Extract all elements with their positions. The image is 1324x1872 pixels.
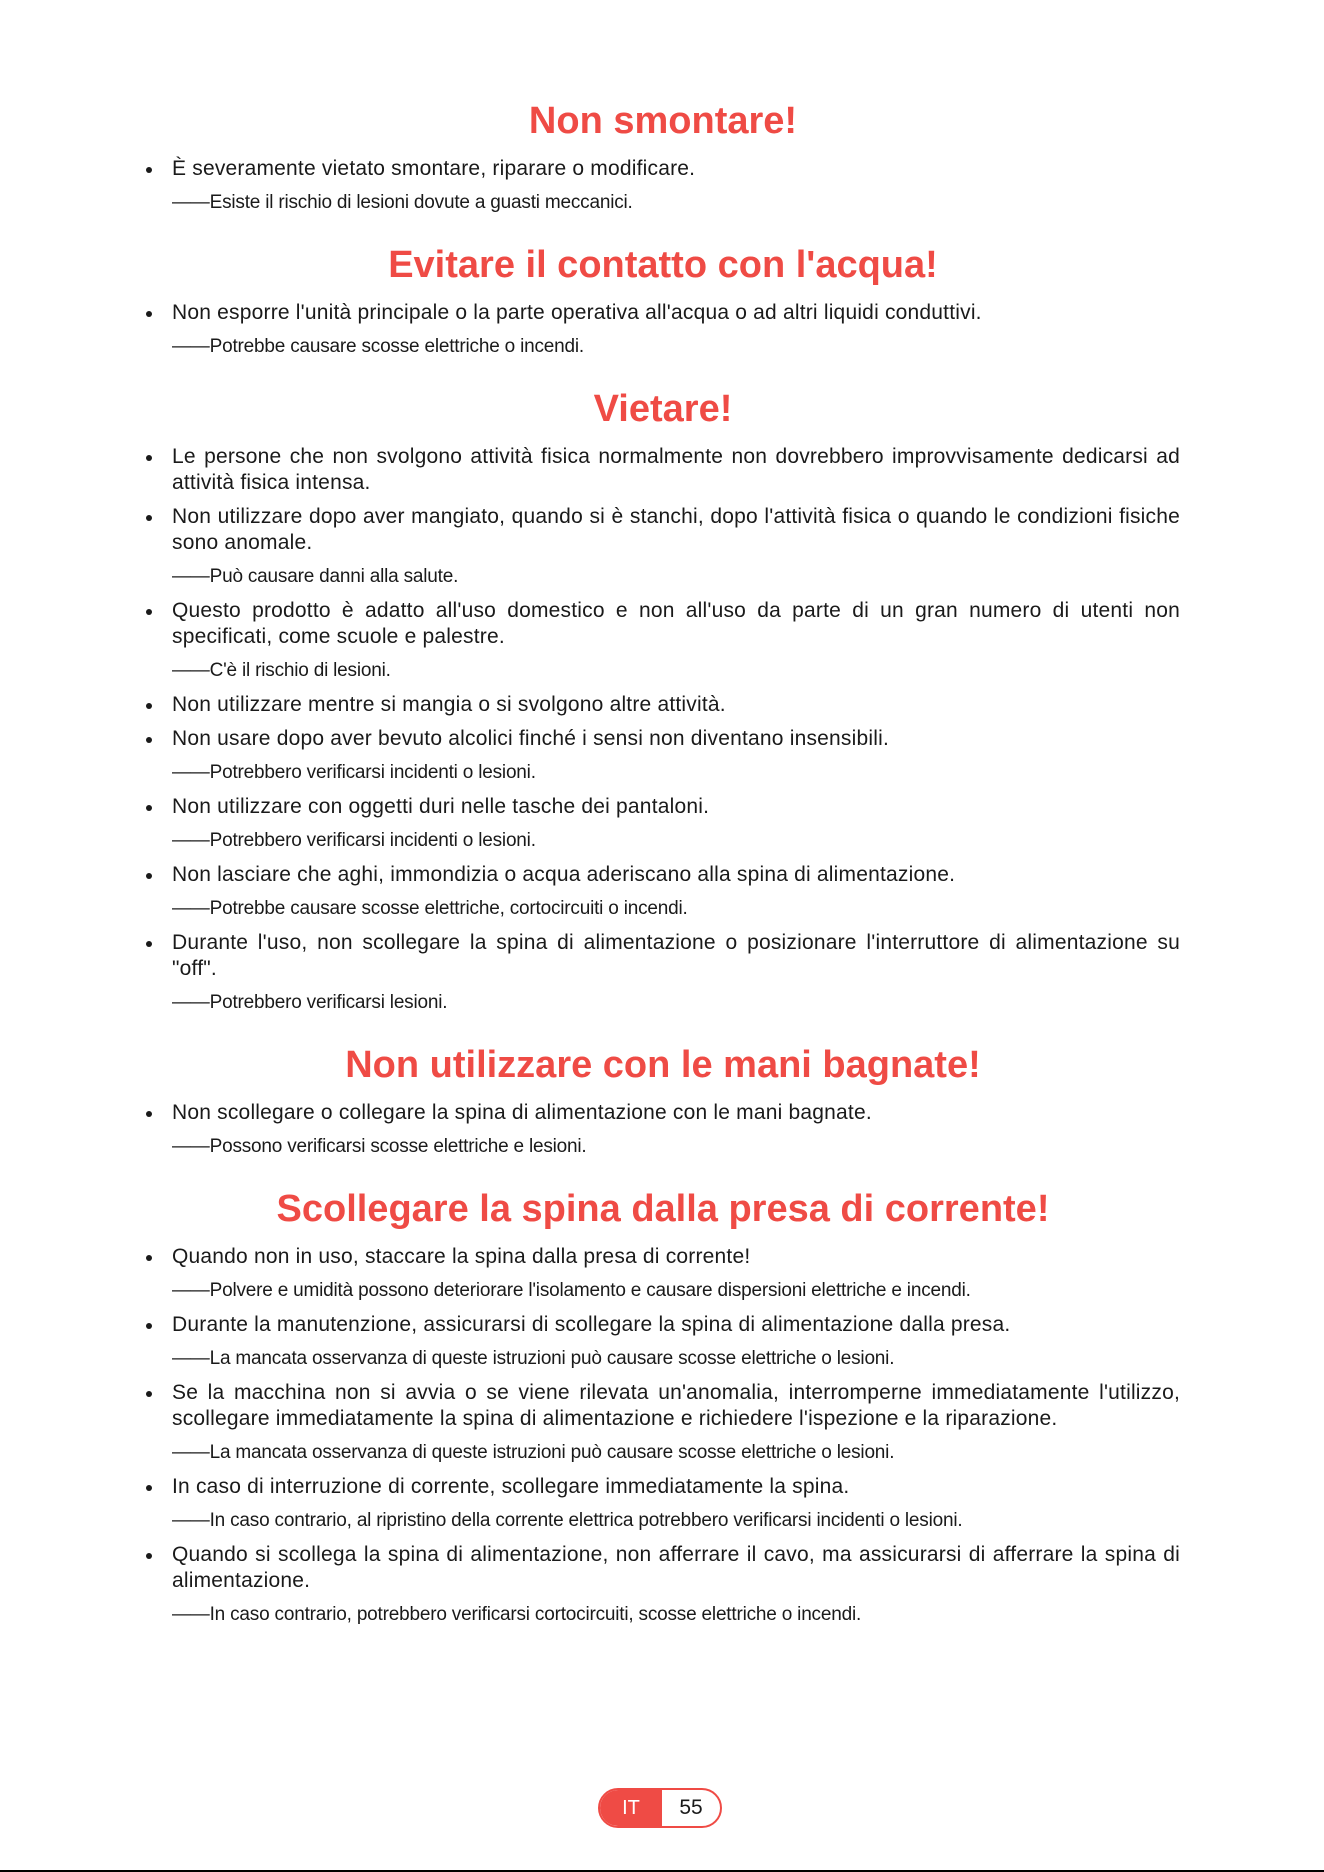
warning-list bbox=[146, 1244, 1180, 1628]
consequence-note: ——Polvere e umidità possono deteriorare l'isolamento e causare dispersioni elettriche e incendi. bbox=[172, 1280, 971, 1301]
warning-text: Non esporre l'unità principale o la parte operativa all'acqua o ad altri liquidi conduttivi. bbox=[172, 301, 982, 324]
warning-item bbox=[146, 598, 1180, 684]
warning-item bbox=[146, 726, 1180, 786]
warning-item bbox=[146, 1474, 1180, 1534]
consequence-note: ——La mancata osservanza di queste istruzioni può causare scosse elettriche o lesioni. bbox=[172, 1442, 895, 1463]
warning-text: Non utilizzare mentre si mangia o si svolgono altre attività. bbox=[172, 693, 726, 716]
warning-item bbox=[146, 1380, 1180, 1466]
warning-text: Non utilizzare con oggetti duri nelle tasche dei pantaloni. bbox=[172, 795, 710, 818]
consequence-note: ——Potrebbe causare scosse elettriche, cortocircuiti o incendi. bbox=[172, 898, 688, 919]
consequence-note: ——Potrebbero verificarsi incidenti o lesioni. bbox=[172, 762, 536, 783]
warning-text: Durante l'uso, non scollegare la spina di alimentazione o posizionare l'interruttore di alimentazione su "off". bbox=[172, 931, 1180, 980]
section-title: Scollegare la spina dalla presa di corrente! bbox=[276, 1188, 1050, 1230]
warning-section bbox=[146, 244, 1180, 360]
page-number: 55 bbox=[679, 1796, 703, 1819]
warning-text: Non lasciare che aghi, immondizia o acqua aderiscano alla spina di alimentazione. bbox=[172, 863, 956, 886]
warning-item bbox=[146, 504, 1180, 590]
consequence-note: ——C'è il rischio di lesioni. bbox=[172, 660, 391, 681]
warning-text: Quando si scollega la spina di alimentazione, non afferrare il cavo, ma assicurarsi di afferrare la spina di alimentazione. bbox=[172, 1543, 1180, 1592]
language-code: IT bbox=[600, 1790, 662, 1826]
warning-section bbox=[146, 1044, 1180, 1160]
warning-item bbox=[146, 1312, 1180, 1372]
warning-item bbox=[146, 1100, 1180, 1160]
section-title: Non smontare! bbox=[528, 100, 798, 142]
warning-item bbox=[146, 862, 1180, 922]
warning-item bbox=[146, 692, 1180, 718]
warning-section bbox=[146, 100, 1180, 216]
consequence-note: ——Possono verificarsi scosse elettriche e lesioni. bbox=[172, 1136, 587, 1157]
page-number-badge bbox=[598, 1788, 722, 1828]
consequence-note: ——Può causare danni alla salute. bbox=[172, 566, 459, 587]
warning-text: Non utilizzare dopo aver mangiato, quando si è stanchi, dopo l'attività fisica o quando le condizioni fisiche sono anomale. bbox=[172, 505, 1180, 554]
consequence-note: ——In caso contrario, potrebbero verificarsi cortocircuiti, scosse elettriche o incendi. bbox=[172, 1604, 862, 1625]
warning-text: Durante la manutenzione, assicurarsi di scollegare la spina di alimentazione dalla presa. bbox=[172, 1313, 1011, 1336]
section-title: Non utilizzare con le mani bagnate! bbox=[345, 1044, 981, 1086]
warning-text: Le persone che non svolgono attività fisica normalmente non dovrebbero improvvisamente dedicarsi ad attività fisica intensa. bbox=[172, 445, 1180, 494]
warning-item bbox=[146, 1244, 1180, 1304]
consequence-note: ——Potrebbero verificarsi lesioni. bbox=[172, 992, 448, 1013]
warning-list bbox=[146, 444, 1180, 1016]
consequence-note: ——In caso contrario, al ripristino della corrente elettrica potrebbero verificarsi incidenti o lesioni. bbox=[172, 1510, 963, 1531]
document-page bbox=[146, 100, 1180, 1636]
section-title: Vietare! bbox=[593, 388, 733, 430]
consequence-note: ——Esiste il rischio di lesioni dovute a guasti meccanici. bbox=[172, 192, 633, 213]
warning-text: In caso di interruzione di corrente, scollegare immediatamente la spina. bbox=[172, 1475, 850, 1498]
warning-text: Non scollegare o collegare la spina di alimentazione con le mani bagnate. bbox=[172, 1101, 872, 1124]
warning-item bbox=[146, 1542, 1180, 1628]
warning-item bbox=[146, 930, 1180, 1016]
warning-text: Quando non in uso, staccare la spina dalla presa di corrente! bbox=[172, 1245, 751, 1268]
warning-item bbox=[146, 300, 1180, 360]
warning-list bbox=[146, 1100, 1180, 1160]
warning-item bbox=[146, 444, 1180, 496]
warning-text: Se la macchina non si avvia o se viene rilevata un'anomalia, interromperne immediatamente l'utilizzo, scollegare immediatamente la spina di alimentazione e richiedere l'ispezione e la riparazione. bbox=[172, 1381, 1180, 1430]
consequence-note: ——La mancata osservanza di queste istruzioni può causare scosse elettriche o lesioni. bbox=[172, 1348, 895, 1369]
warning-item bbox=[146, 794, 1180, 854]
warning-section bbox=[146, 1188, 1180, 1628]
warning-text: È severamente vietato smontare, riparare o modificare. bbox=[172, 157, 696, 180]
warning-list bbox=[146, 156, 1180, 216]
warning-item bbox=[146, 156, 1180, 216]
consequence-note: ——Potrebbero verificarsi incidenti o lesioni. bbox=[172, 830, 536, 851]
warning-list bbox=[146, 300, 1180, 360]
consequence-note: ——Potrebbe causare scosse elettriche o incendi. bbox=[172, 336, 584, 357]
warning-text: Questo prodotto è adatto all'uso domestico e non all'uso da parte di un gran numero di utenti non specificati, come scuole e palestre. bbox=[172, 599, 1180, 648]
warning-section bbox=[146, 388, 1180, 1016]
section-title: Evitare il contatto con l'acqua! bbox=[388, 244, 938, 286]
warning-text: Non usare dopo aver bevuto alcolici finché i sensi non diventano insensibili. bbox=[172, 727, 889, 750]
